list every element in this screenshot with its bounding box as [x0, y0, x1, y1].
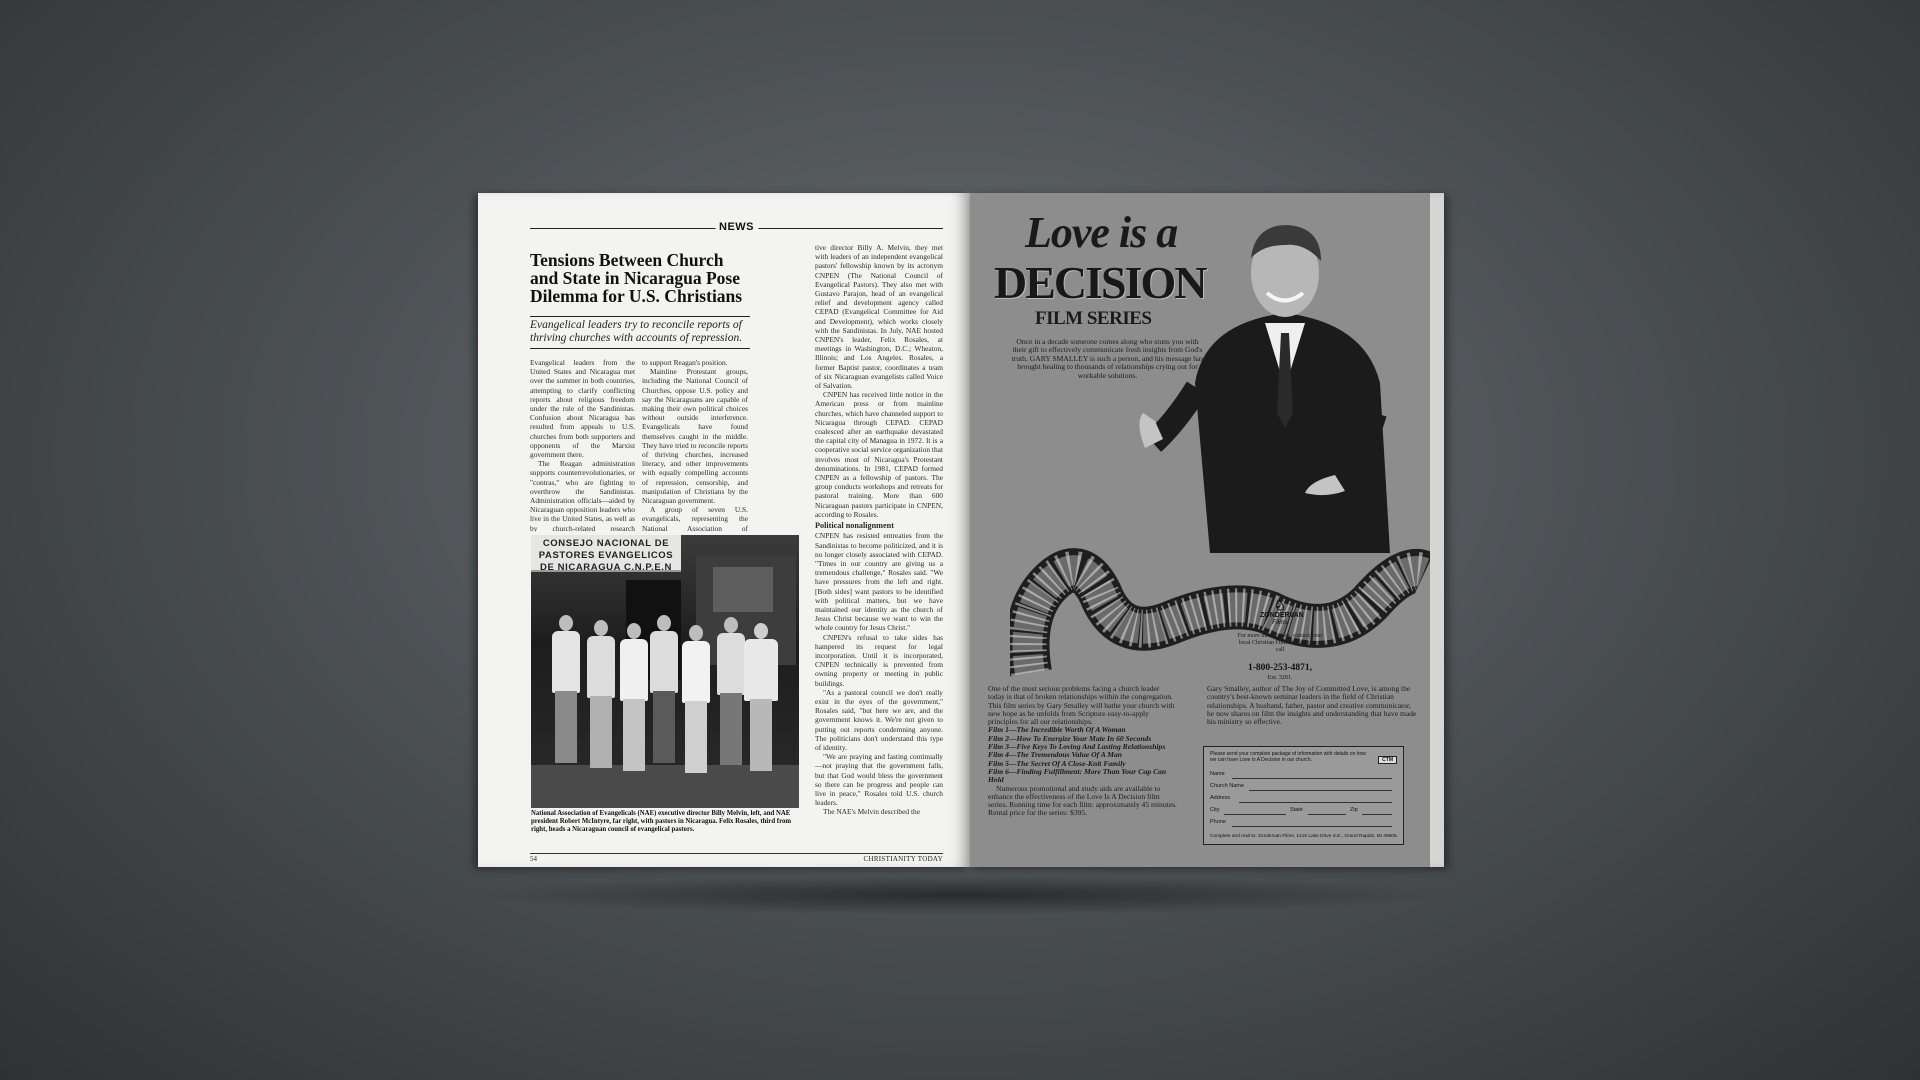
- photo-sign: [531, 535, 681, 572]
- author-bio: Gary Smalley, author of The Joy of Committed Love, is among the country's best-known seminar leaders in the field of Christian relationships. A husband, father, pastor and creative communicator, he now shares on film the insights and understanding that have made his ministry so effective.: [1207, 684, 1417, 727]
- coupon-city-label: City: [1210, 807, 1220, 813]
- ad-title-script: Love is a: [1025, 208, 1178, 257]
- paragraph: Mainline Protestant groups, including the National Council of Churches, oppose U.S. policy and say the Nicaraguans are capable of making their own political choices without outside interference. Evangelicals have found themselves caught in the middle. They have tried to reconcile reports of thriving churches, increased literacy, and other improvements with equally compelling accounts of repression, censorship, and manipulation of Christians by the Nicaraguan government.: [642, 367, 748, 506]
- article-column-3: [815, 243, 943, 851]
- magazine-name: CHRISTIANITY TODAY: [863, 855, 943, 863]
- coupon-church-field[interactable]: [1249, 790, 1392, 791]
- photo-window: [713, 567, 773, 612]
- footer-rule: [530, 853, 943, 854]
- coupon-address-field[interactable]: [1239, 802, 1392, 803]
- coupon-mail-to: Complete and mail to: Zondervan Films, 1415 Lake Drive S.E., Grand Rapids, MI 49506.: [1210, 834, 1398, 839]
- paragraph: to support Reagan's position.: [642, 358, 728, 367]
- sign-line: CONSEJO NACIONAL DE: [542, 538, 670, 549]
- coupon-address-label: Address: [1210, 795, 1231, 801]
- article-column-1: [530, 358, 635, 532]
- coupon-name-field[interactable]: [1232, 778, 1392, 779]
- paragraph: CNPEN's refusal to take sides has hampered its request for legal incorporation. Until it is incorporated, CNPEN technically is prevented from owning property or meeting in public buildings.: [815, 632, 943, 688]
- coupon-phone-label: Phone: [1210, 819, 1226, 825]
- section-header: [530, 221, 943, 233]
- paragraph: "We are praying and fasting continually—not praying that the government falls, but that God would bless the government so there can be progress and people can live in peace," Rosales told U.S. church leaders.: [815, 752, 943, 808]
- ad-body: [988, 685, 1178, 818]
- sign-line: DE NICARAGUA C.N.P.E.N: [540, 562, 672, 573]
- paragraph: CNPEN has received little notice in the American press or from mainline churches, which have channeled support to Nicaragua through CEPAD. CEPAD coalesced after an earthquake devastated the capital city of Managua in 1972. It is a cooperative social service organization that involves most of Nicaragua's Protestant denominations. In 1981, CEPAD formed CNPEN as a fellowship of pastors. The group conducts workshops and retreats for pastoral training. More than 600 Nicaraguan pastors participate in CNPEN, according to Rosales.: [815, 390, 943, 519]
- magazine-shadow: [470, 875, 1450, 915]
- article-deck: Evangelical leaders try to reconcile reports of thriving churches with accounts of repression.: [530, 319, 743, 344]
- coupon-zip-label: Zip: [1350, 807, 1358, 813]
- logo-name: ZONDERVAN: [1260, 612, 1304, 619]
- film-strip: [1010, 493, 1430, 683]
- right-page: [970, 193, 1444, 867]
- paragraph: The Reagan administration supports counterrevolutionaries, or "contras," who are fighting to overthrow the Sandinistas. Administration officials—aided by Nicaraguan opposition leaders who live in the United States, as well as by church-related research: [530, 459, 635, 532]
- photo-caption: National Association of Evangelicals (NAE) executive director Billy Melvin, left, and NAE president Robert McIntyre, far right, with pastors in Nicaragua. Felix Rosales, third from right, heads a Nicaraguan council of evangelical pastors.: [531, 810, 792, 834]
- coupon-phone-field[interactable]: [1232, 826, 1392, 827]
- advertisement: [970, 193, 1430, 867]
- zondervan-mark-icon: ♘: [1273, 597, 1287, 613]
- paragraph: tive director Billy A. Melvin, they met with leaders of an independent evangelical pastors' fellowship known by its acronym CNPEN (The National Council of Evangelical Pastors). They also met with Gustavo Parajon, head of an evangelical relief and development agency called CEPAD (Evangelical Committee for Aid and Development), which works closely with the Sandinistas. In July, NAE hosted CNPEN's leader, Felix Rosales, at meetings in Washington, D.C.; Wheaton, Illinois; and Los Angeles. Rosales, a former Baptist pastor, coordinates a team of six Nicaraguan evangelists called Voice of Salvation.: [815, 243, 943, 391]
- coupon-state-field[interactable]: [1308, 814, 1346, 815]
- article-column-2: [642, 358, 748, 532]
- left-page: [478, 193, 970, 867]
- paragraph: "As a pastoral council we don't really exist in the eyes of the government," Rosales said, "but here we are, and the government knows it. We're not given to putting out reports condemning anyone. The politicians don't understand this type of identity.: [815, 687, 943, 752]
- ad-title-sub: FILM SERIES: [1035, 308, 1152, 329]
- photo-floor: [531, 765, 799, 808]
- zondervan-logo: [1260, 597, 1304, 626]
- paragraph: The NAE's Melvin described the: [823, 807, 920, 817]
- film-list-item: Film 6—Finding Fulfillment: More Than Your Cup Can Hold: [988, 766, 1167, 785]
- subhead: Political nonalignment: [815, 521, 894, 531]
- ad-body-intro: One of the most serious problems facing a church leader today is that of broken relationships within the congregation. This film series by Gary Smalley will bathe your church with new hope as he unfolds from Scripture easy-to-apply principles for all our relationships.: [988, 684, 1175, 727]
- contact-text: For more information, contact your local Christian Film Distributor or call: [1237, 633, 1323, 653]
- ad-body-outro: Numerous promotional and study aids are available to enhance the effectiveness of the Love Is A Decision film series. Running time for each film: approximately 45 minutes. Rental price for the series: $395.: [988, 783, 1177, 818]
- deck-rule: [530, 316, 750, 317]
- paragraph: Evangelical leaders from the United States and Nicaragua met over the summer in both countries, attempting to clarify conflicting reports about religious freedom under the rule of the Sandinistas. Confusion about Nicaragua has resulted from appeals to U.S. churches from both supporters and opponents of the Marxist government there.: [530, 358, 635, 460]
- film-list-item: Film 5—The Secret Of A Close-Knit Family: [988, 758, 1126, 768]
- ad-title-main: DECISION: [994, 257, 1206, 308]
- coupon-zip-field[interactable]: [1362, 814, 1392, 815]
- coupon-state-label: State: [1290, 807, 1303, 813]
- coupon-request: Please send your complete package of information with details on how we can have Love Is A Decision in our church.: [1210, 751, 1366, 763]
- ad-intro: Once in a decade someone comes along who stuns you with their gift to effectively communicate fresh insights from God's truth. GARY SMALLEY is such a person, and his message has brought healing to thousands of relationships crying out for workable solutions.: [1011, 337, 1204, 380]
- film-list-item: Film 3—Five Keys To Loving And Lasting Relationships: [988, 742, 1166, 752]
- coupon-code: CTM: [1378, 756, 1397, 764]
- deck-rule: [530, 348, 750, 349]
- logo-sub: Films: [1272, 619, 1288, 626]
- coupon-church-label: Church Name: [1210, 783, 1244, 789]
- article-headline: Tensions Between Church and State in Nicaragua Pose Dilemma for U.S. Christians: [530, 250, 743, 306]
- film-list-item: Film 2—How To Energize Your Mate In 60 Seconds: [988, 733, 1152, 743]
- section-label: NEWS: [715, 221, 758, 233]
- phone-extension: Ext. 3201.: [1267, 675, 1293, 681]
- film-list-item: Film 1—The Incredible Worth Of A Woman: [988, 725, 1126, 735]
- paragraph: CNPEN has resisted entreaties from the Sandinistas to become politicized, and it is no longer closely associated with CEPAD. "Times in our country are giving us a tremendous challenge," Rosales said. "We have pressures from the left and right. [Both sides] want pastors to be identified with political matters, but we have maintained our identity as the church of Jesus Christ because we want to win the whole country for Jesus Christ.": [815, 531, 943, 633]
- order-coupon: [1203, 746, 1404, 845]
- coupon-city-field[interactable]: [1224, 814, 1286, 815]
- phone-number: 1-800-253-4871,: [1247, 663, 1313, 673]
- film-list-item: Film 4—The Tremendous Value Of A Man: [988, 750, 1123, 760]
- sign-line: PASTORES EVANGELICOS: [538, 550, 674, 561]
- coupon-name-label: Name: [1210, 771, 1225, 777]
- news-photo: [531, 535, 799, 808]
- page-number: 54: [530, 855, 537, 863]
- paragraph: A group of seven U.S. evangelicals, representing the National Association of: [642, 505, 748, 532]
